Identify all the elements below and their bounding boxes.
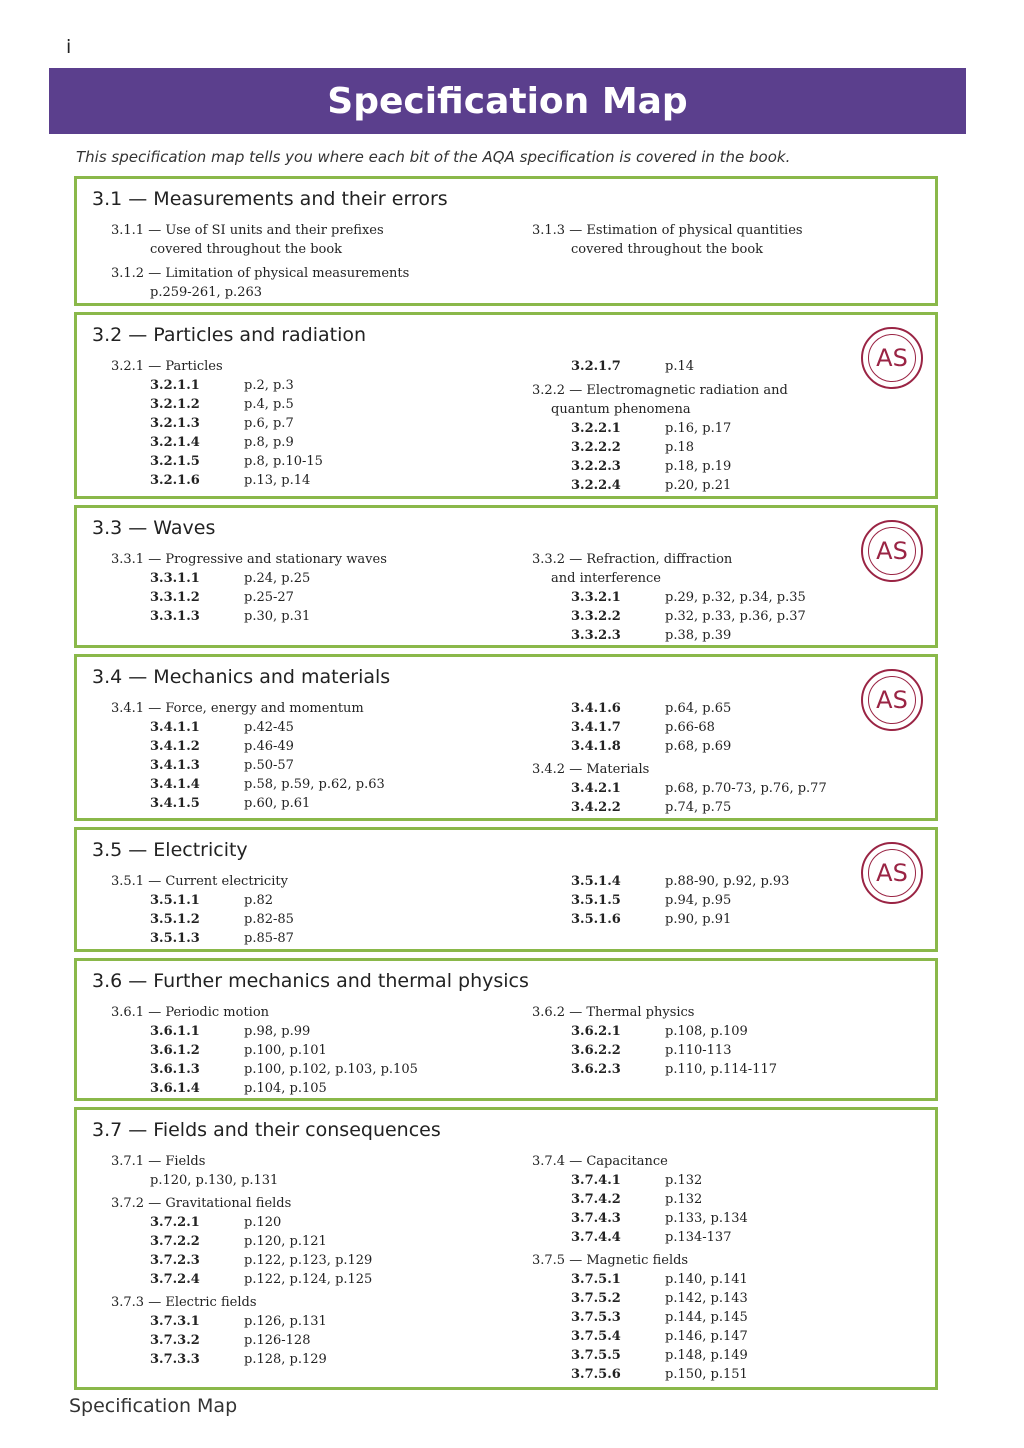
spec-pages: p.148, p.149 <box>665 1348 748 1363</box>
spec-pages: p.126-128 <box>244 1333 311 1348</box>
section-title: 3.2 — Particles and radiation <box>92 324 367 346</box>
spec-pages: p.142, p.143 <box>665 1291 748 1306</box>
spec-pages: p.8, p.9 <box>244 435 294 450</box>
spec-pages: p.132 <box>665 1192 703 1207</box>
spec-code: 3.2.1.7 <box>571 359 621 374</box>
subsection-heading: 3.4.2 — Materials <box>532 762 650 777</box>
section-title: 3.7 — Fields and their consequences <box>92 1119 441 1141</box>
spec-code: 3.7.2.2 <box>150 1234 200 1249</box>
page-number: i <box>66 36 72 58</box>
section-3-2 <box>74 312 938 499</box>
spec-code: 3.4.2.2 <box>571 800 621 815</box>
spec-code: 3.7.3.3 <box>150 1352 200 1367</box>
subsection-heading: 3.7.1 — Fields <box>111 1154 206 1169</box>
spec-pages: p.4, p.5 <box>244 397 294 412</box>
spec-pages: p.110, p.114-117 <box>665 1062 778 1077</box>
spec-pages: p.74, p.75 <box>665 800 732 815</box>
spec-pages: p.94, p.95 <box>665 893 732 908</box>
spec-code: 3.7.5.3 <box>571 1310 621 1325</box>
spec-pages: p.140, p.141 <box>665 1272 748 1287</box>
spec-pages: p.128, p.129 <box>244 1352 327 1367</box>
spec-pages: p.6, p.7 <box>244 416 294 431</box>
spec-pages: p.60, p.61 <box>244 796 311 811</box>
spec-pages: p.85-87 <box>244 931 294 946</box>
spec-code: 3.4.1.2 <box>150 739 200 754</box>
subsection-heading: 3.7.5 — Magnetic fields <box>532 1253 689 1268</box>
subsection-pages: covered throughout the book <box>150 242 343 257</box>
subsection-heading: 3.7.4 — Capacitance <box>532 1154 668 1169</box>
spec-code: 3.6.2.1 <box>571 1024 621 1039</box>
subsection-pages: p.120, p.130, p.131 <box>150 1173 279 1188</box>
spec-code: 3.4.1.7 <box>571 720 621 735</box>
subsection-heading: 3.2.1 — Particles <box>111 359 223 374</box>
as-stamp-icon: AS <box>861 327 923 389</box>
spec-code: 3.5.1.2 <box>150 912 200 927</box>
spec-code: 3.7.2.1 <box>150 1215 200 1230</box>
spec-pages: p.100, p.101 <box>244 1043 327 1058</box>
as-stamp-icon: AS <box>861 842 923 904</box>
spec-pages: p.42-45 <box>244 720 294 735</box>
spec-pages: p.30, p.31 <box>244 609 311 624</box>
spec-pages: p.66-68 <box>665 720 715 735</box>
spec-code: 3.6.1.2 <box>150 1043 200 1058</box>
subsection-heading: 3.5.1 — Current electricity <box>111 874 288 889</box>
spec-code: 3.7.4.3 <box>571 1211 621 1226</box>
section-title: 3.5 — Electricity <box>92 839 248 861</box>
spec-code: 3.6.2.2 <box>571 1043 621 1058</box>
subsection-heading: quantum phenomena <box>551 402 691 417</box>
spec-pages: p.29, p.32, p.34, p.35 <box>665 590 806 605</box>
section-title: 3.6 — Further mechanics and thermal physics <box>92 970 529 992</box>
spec-code: 3.2.2.1 <box>571 421 621 436</box>
spec-pages: p.46-49 <box>244 739 294 754</box>
spec-pages: p.146, p.147 <box>665 1329 748 1344</box>
spec-pages: p.82 <box>244 893 273 908</box>
spec-pages: p.134-137 <box>665 1230 732 1245</box>
subsection-heading: and interference <box>551 571 661 586</box>
section-3-7 <box>74 1107 938 1390</box>
spec-code: 3.5.1.3 <box>150 931 200 946</box>
spec-code: 3.2.1.2 <box>150 397 200 412</box>
spec-pages: p.64, p.65 <box>665 701 732 716</box>
section-title: 3.4 — Mechanics and materials <box>92 666 391 688</box>
spec-pages: p.122, p.124, p.125 <box>244 1272 373 1287</box>
section-title: 3.3 — Waves <box>92 517 216 539</box>
spec-code: 3.2.1.3 <box>150 416 200 431</box>
spec-pages: p.16, p.17 <box>665 421 732 436</box>
subsection-heading: 3.7.3 — Electric fields <box>111 1295 257 1310</box>
spec-pages: p.144, p.145 <box>665 1310 748 1325</box>
spec-code: 3.5.1.4 <box>571 874 621 889</box>
spec-pages: p.18 <box>665 440 694 455</box>
spec-pages: p.98, p.99 <box>244 1024 311 1039</box>
spec-pages: p.20, p.21 <box>665 478 732 493</box>
spec-code: 3.3.1.3 <box>150 609 200 624</box>
spec-code: 3.4.1.8 <box>571 739 621 754</box>
spec-pages: p.58, p.59, p.62, p.63 <box>244 777 385 792</box>
spec-pages: p.13, p.14 <box>244 473 311 488</box>
spec-code: 3.2.1.5 <box>150 454 200 469</box>
section-title: 3.1 — Measurements and their errors <box>92 188 448 210</box>
spec-code: 3.7.4.1 <box>571 1173 621 1188</box>
subsection-heading: 3.1.1 — Use of SI units and their prefixes <box>111 223 384 238</box>
spec-code: 3.7.2.3 <box>150 1253 200 1268</box>
spec-code: 3.2.2.2 <box>571 440 621 455</box>
spec-pages: p.133, p.134 <box>665 1211 748 1226</box>
spec-code: 3.7.5.1 <box>571 1272 621 1287</box>
section-3-6 <box>74 958 938 1101</box>
spec-code: 3.7.3.2 <box>150 1333 200 1348</box>
subsection-heading: 3.3.2 — Refraction, diffraction <box>532 552 733 567</box>
subsection-heading: 3.4.1 — Force, energy and momentum <box>111 701 364 716</box>
spec-code: 3.7.4.4 <box>571 1230 621 1245</box>
spec-code: 3.7.5.4 <box>571 1329 621 1344</box>
page-title: Specification Map <box>327 80 688 122</box>
spec-pages: p.82-85 <box>244 912 294 927</box>
spec-code: 3.6.1.1 <box>150 1024 200 1039</box>
spec-pages: p.120 <box>244 1215 282 1230</box>
footer-label: Specification Map <box>69 1395 238 1417</box>
spec-code: 3.5.1.5 <box>571 893 621 908</box>
section-3-4 <box>74 654 938 821</box>
spec-code: 3.3.2.1 <box>571 590 621 605</box>
spec-pages: p.50-57 <box>244 758 294 773</box>
spec-code: 3.7.5.5 <box>571 1348 621 1363</box>
spec-pages: p.32, p.33, p.36, p.37 <box>665 609 806 624</box>
subsection-pages: p.259-261, p.263 <box>150 285 263 300</box>
spec-code: 3.7.5.2 <box>571 1291 621 1306</box>
spec-pages: p.100, p.102, p.103, p.105 <box>244 1062 418 1077</box>
spec-pages: p.110-113 <box>665 1043 732 1058</box>
subsection-heading: 3.6.1 — Periodic motion <box>111 1005 270 1020</box>
section-3-5 <box>74 827 938 952</box>
subsection-heading: 3.2.2 — Electromagnetic radiation and <box>532 383 788 398</box>
subsection-heading: 3.1.3 — Estimation of physical quantities <box>532 223 803 238</box>
spec-pages: p.8, p.10-15 <box>244 454 323 469</box>
spec-code: 3.4.2.1 <box>571 781 621 796</box>
spec-code: 3.4.1.6 <box>571 701 621 716</box>
spec-pages: p.126, p.131 <box>244 1314 327 1329</box>
spec-code: 3.5.1.1 <box>150 893 200 908</box>
spec-pages: p.2, p.3 <box>244 378 294 393</box>
spec-pages: p.24, p.25 <box>244 571 311 586</box>
spec-code: 3.4.1.5 <box>150 796 200 811</box>
spec-code: 3.2.2.4 <box>571 478 621 493</box>
spec-code: 3.2.2.3 <box>571 459 621 474</box>
subsection-heading: 3.3.1 — Progressive and stationary waves <box>111 552 387 567</box>
spec-code: 3.4.1.1 <box>150 720 200 735</box>
spec-code: 3.4.1.3 <box>150 758 200 773</box>
spec-pages: p.88-90, p.92, p.93 <box>665 874 790 889</box>
spec-code: 3.6.1.4 <box>150 1081 200 1096</box>
spec-pages: p.38, p.39 <box>665 628 732 643</box>
section-3-1 <box>74 176 938 306</box>
spec-code: 3.2.1.6 <box>150 473 200 488</box>
spec-code: 3.2.1.4 <box>150 435 200 450</box>
spec-pages: p.25-27 <box>244 590 294 605</box>
spec-pages: p.14 <box>665 359 694 374</box>
spec-pages: p.132 <box>665 1173 703 1188</box>
subsection-heading: 3.7.2 — Gravitational fields <box>111 1196 292 1211</box>
spec-code: 3.6.2.3 <box>571 1062 621 1077</box>
spec-pages: p.122, p.123, p.129 <box>244 1253 373 1268</box>
spec-code: 3.3.2.2 <box>571 609 621 624</box>
spec-code: 3.3.1.2 <box>150 590 200 605</box>
spec-pages: p.68, p.70-73, p.76, p.77 <box>665 781 827 796</box>
spec-code: 3.4.1.4 <box>150 777 200 792</box>
spec-code: 3.7.4.2 <box>571 1192 621 1207</box>
subsection-heading: 3.6.2 — Thermal physics <box>532 1005 695 1020</box>
spec-code: 3.6.1.3 <box>150 1062 200 1077</box>
spec-pages: p.104, p.105 <box>244 1081 327 1096</box>
spec-code: 3.3.2.3 <box>571 628 621 643</box>
spec-pages: p.150, p.151 <box>665 1367 748 1382</box>
subsection-pages: covered throughout the book <box>571 242 764 257</box>
as-stamp-icon: AS <box>861 520 923 582</box>
spec-pages: p.90, p.91 <box>665 912 732 927</box>
spec-pages: p.108, p.109 <box>665 1024 748 1039</box>
spec-pages: p.120, p.121 <box>244 1234 327 1249</box>
spec-code: 3.7.2.4 <box>150 1272 200 1287</box>
spec-code: 3.5.1.6 <box>571 912 621 927</box>
title-banner <box>49 68 966 134</box>
spec-code: 3.2.1.1 <box>150 378 200 393</box>
subsection-heading: 3.1.2 — Limitation of physical measurements <box>111 266 410 281</box>
spec-code: 3.7.3.1 <box>150 1314 200 1329</box>
spec-pages: p.68, p.69 <box>665 739 732 754</box>
spec-code: 3.7.5.6 <box>571 1367 621 1382</box>
as-stamp-icon: AS <box>861 669 923 731</box>
intro-text: This specification map tells you where each bit of the AQA specification is covered in the book. <box>76 148 791 166</box>
section-3-3 <box>74 505 938 648</box>
spec-pages: p.18, p.19 <box>665 459 732 474</box>
spec-code: 3.3.1.1 <box>150 571 200 586</box>
